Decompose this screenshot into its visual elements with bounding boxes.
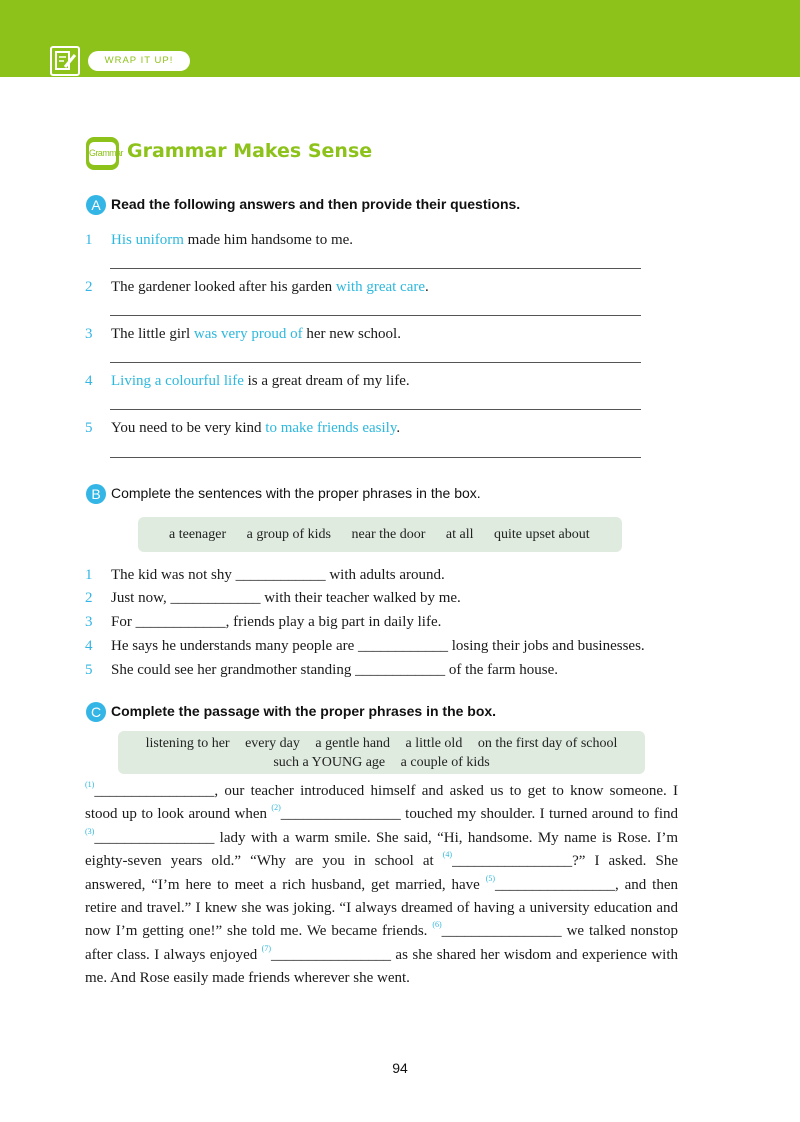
grammar-icon: Grammar xyxy=(86,137,119,170)
phrase-option: quite upset about xyxy=(493,527,590,542)
blank-number: (6) xyxy=(432,920,442,930)
phrase-option: a group of kids xyxy=(246,527,332,542)
passage-text: $^{(1)}$________________, our teacher introduced himself and asked us to get to know someone. I stood up to look around when $^{(2)}$________________ touched my shoulder. I turned around to find $^{(3)}$________________ lady with a warm smile. She said, “Hi, handsome. My name is Rose. I’m eighty-seven years old.” “Why are you in school at $^{(4)}$________________?” I asked. She answered, “I’m here to meet a rich husband, get married, have $^{(5)}$________________, and then retire and travel.” I knew she was joking. “I always dreamed of having a university education and now I’m getting one!” she told me. We became friends. $^{(6)}$________________ we talked nonstop after class. I always enjoyed $^{(7)}$________________ as she shared her wisdom and experience with me. And Rose easily made friends wherever she went. xyxy=(85,780,679,987)
page-number: 94 xyxy=(392,1060,408,1076)
phrase-option: on the first day of school xyxy=(477,736,618,751)
answer-line[interactable] xyxy=(110,315,641,316)
part-c-badge: C xyxy=(86,702,106,722)
item-number: 1 xyxy=(85,567,93,583)
pencil-edit-icon xyxy=(50,46,80,76)
highlight-phrase: Living a colourful life xyxy=(111,373,244,389)
item-number: 4 xyxy=(85,638,93,654)
part-a-instruction: Read the following answers and then provide their questions. xyxy=(111,196,521,212)
item-number: 5 xyxy=(85,420,93,436)
section-title: Grammar Makes Sense xyxy=(127,140,373,162)
blank-number: (4) xyxy=(442,850,453,860)
answer-line[interactable] xyxy=(110,409,641,410)
phrase-option: listening to her xyxy=(145,736,230,751)
item-number: 2 xyxy=(85,590,93,606)
highlight-phrase: to make friends easily xyxy=(265,420,397,436)
phrase-box xyxy=(118,731,645,774)
answer-line[interactable] xyxy=(110,268,641,269)
item-number: 5 xyxy=(85,662,93,678)
blank-number: (7) xyxy=(261,943,271,953)
fill-blank-sentence: The kid was not shy ____________ with adults around. xyxy=(111,567,445,583)
phrase-option: a couple of kids xyxy=(400,755,490,770)
item-number: 1 xyxy=(85,232,93,248)
fill-blank-sentence: Just now, ____________ with their teacher walked by me. xyxy=(111,590,461,606)
fill-blank-sentence: For ____________, friends play a big part in daily life. xyxy=(111,614,442,630)
part-b-instruction: Complete the sentences with the proper phrases in the box. xyxy=(111,485,481,501)
part-c-instruction: Complete the passage with the proper phrases in the box. xyxy=(111,703,497,719)
item-number: 3 xyxy=(85,614,93,630)
item-sentence: The gardener looked after his garden with great care. xyxy=(111,279,429,295)
item-sentence: His uniform made him handsome to me. xyxy=(111,232,354,248)
phrase-box xyxy=(138,517,622,552)
item-number: 2 xyxy=(85,279,93,295)
item-number: 3 xyxy=(85,326,93,342)
part-b-badge: B xyxy=(86,484,106,504)
part-a-badge: A xyxy=(86,195,106,215)
phrase-option: a gentle hand xyxy=(315,736,391,751)
phrase-option: a teenager xyxy=(169,527,227,542)
item-sentence: You need to be very kind to make friends easily. xyxy=(111,420,401,436)
item-sentence: The little girl was very proud of her new school. xyxy=(111,326,401,342)
phrase-option: such a YOUNG age xyxy=(273,755,386,770)
header-bar xyxy=(0,0,800,77)
highlight-phrase: was very proud of xyxy=(193,326,303,342)
highlight-phrase: His uniform xyxy=(111,232,184,248)
phrase-option: near the door xyxy=(351,527,426,542)
answer-line[interactable] xyxy=(110,362,641,363)
highlight-phrase: with great care xyxy=(335,279,426,295)
blank-number: (3) xyxy=(85,826,95,836)
phrase-option: every day xyxy=(245,736,300,751)
answer-line[interactable] xyxy=(110,457,641,458)
wrap-it-up-tag: WRAP IT UP! xyxy=(88,51,190,71)
blank-number: (1) xyxy=(85,780,95,789)
phrase-option: at all xyxy=(445,527,474,542)
blank-number: (5) xyxy=(485,873,496,883)
fill-blank-sentence: She could see her grandmother standing ____________ of the farm house. xyxy=(111,662,558,678)
blank-number: (2) xyxy=(271,803,281,813)
item-number: 4 xyxy=(85,373,93,389)
phrase-option: a little old xyxy=(405,736,463,751)
item-sentence: Living a colourful life is a great dream of my life. xyxy=(111,373,410,389)
fill-blank-sentence: He says he understands many people are ____________ losing their jobs and businesses. xyxy=(111,638,645,654)
